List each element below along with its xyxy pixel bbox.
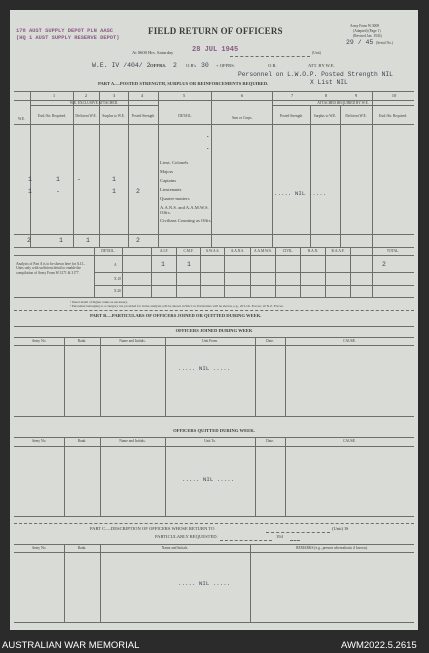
total-col4: 2 bbox=[136, 237, 140, 244]
row1-col1b: 1 bbox=[56, 176, 60, 183]
analysis-aif-a: 1 bbox=[161, 261, 165, 268]
col-number-8: 8 bbox=[324, 93, 328, 98]
unit-label: (Unit) bbox=[312, 51, 321, 55]
col-head-2: Deficient W.E. bbox=[75, 114, 97, 118]
quitted-head-cause: CAUSE. bbox=[343, 439, 356, 443]
joined-nil: ..... NIL ..... bbox=[178, 365, 231, 372]
col-head-7: Posted Strength bbox=[279, 114, 303, 118]
analysis-row-x20: X.20 bbox=[114, 289, 122, 293]
att-by-we-label: ATT. BY W.E. bbox=[308, 63, 335, 68]
unit-stamp-line1: 178 AUST SUPPLY DEPOT PLN AASC bbox=[16, 28, 114, 34]
row1-col1: 1 bbox=[28, 176, 32, 183]
bullet-mark: • bbox=[207, 134, 209, 139]
joined-head-name: Name and Initials. bbox=[119, 339, 146, 343]
quitted-head-date: Date. bbox=[266, 439, 274, 443]
col-number-9: 9 bbox=[354, 93, 358, 98]
part-c-title: PART C.—DESCRIPTION OF OFFICERS WHOSE RETURN TO bbox=[90, 526, 215, 531]
part-c-year: 194 bbox=[276, 534, 283, 539]
form-title: FIELD RETURN OF OFFICERS bbox=[148, 26, 283, 36]
joined-head-cause: CAUSE. bbox=[343, 339, 356, 343]
ors-label: O.R's bbox=[186, 63, 197, 68]
analysis-head-ran: R.A.N. bbox=[307, 249, 319, 253]
col-head-10: Estd./Str. Required. bbox=[378, 114, 408, 118]
unit-stamp-line2: (HQ 1 AUST SUPPLY RESERVE DEPOT) bbox=[16, 35, 120, 41]
rank-quartermasters: Quarter-masters bbox=[160, 196, 190, 201]
footer-accession-number: AWM2022.5.2615 bbox=[341, 640, 417, 651]
col-number-5: 5 bbox=[182, 93, 186, 98]
analysis-head-cmf: C.M.F. bbox=[183, 249, 194, 253]
footnote-2: • Personnel belonging to a category not provided for in the analysis will be shown in 9th Col. Particulars will be shown, e.g., 20 U.K. Forces; 10 N.Z. Forces. bbox=[70, 304, 284, 308]
analysis-head-aif: A.I.F. bbox=[159, 249, 169, 253]
form-ref-line3: (Revised Jan. 1943) bbox=[353, 34, 382, 38]
rank-aans-aamws: A.A.N.S. and A.A.M.W.S. Offrs. bbox=[160, 205, 209, 216]
col-head-1: Estd./Str. Required. bbox=[37, 114, 67, 118]
col-number-7: 7 bbox=[290, 93, 294, 98]
row2-col4: 2 bbox=[136, 188, 140, 195]
analysis-head-awas: A.W.A.S. bbox=[205, 249, 220, 253]
plus-offrs-label: + OFFRS. bbox=[216, 63, 235, 68]
serial-number: 29 / 45 bbox=[346, 39, 374, 46]
part-c-unit-label: (Unit) IS bbox=[332, 526, 349, 531]
col-number-1: 1 bbox=[52, 93, 56, 98]
or-label: O.R. bbox=[268, 63, 277, 68]
offrs-label: OFFRS. bbox=[150, 63, 167, 68]
row1-col3: 1 bbox=[112, 176, 116, 183]
rank-majors: Majors bbox=[160, 169, 174, 174]
analysis-head-total: TOTAL. bbox=[386, 249, 400, 253]
analysis-head-civil: CIVIL. bbox=[282, 249, 294, 253]
col-head-8: Surplus to W.E. bbox=[313, 114, 337, 118]
col-head-3: Surplus to W.E. bbox=[102, 114, 125, 118]
analysis-row-x10: X.10 bbox=[114, 277, 122, 281]
col-number-3: 3 bbox=[112, 93, 116, 98]
rank-civilians: Civilians Counting as Offrs. bbox=[160, 218, 212, 223]
joined-head-unit-from: Unit From. bbox=[202, 339, 218, 343]
rank-captains: Captains bbox=[160, 178, 177, 183]
attached-nil: ..... NIL ..... bbox=[274, 190, 327, 197]
rank-lieutenants: Lieutenants bbox=[160, 187, 182, 192]
form-ref-line1: Army Form W.3008 bbox=[350, 24, 380, 28]
col-number-10: 10 bbox=[391, 93, 397, 98]
analysis-note: Analysis of Part A is to be shown here for A.I.L. Units only with sufficient detail to enable the compilation of Army Form W.3171 & 3177. bbox=[16, 262, 86, 275]
part-c-head-army-no: Army No. bbox=[31, 546, 47, 550]
at-time-label: At 0600 Hrs. Saturday bbox=[132, 50, 174, 55]
quitted-title: OFFICERS QUITTED DURING WEEK. bbox=[173, 428, 255, 433]
part-a-title: PART A.—POSTED STRENGTH, SURPLUS OR REINFORCEMENTS REQUIRED. bbox=[98, 81, 269, 86]
we-number: W.E. IV /404/ 2 bbox=[92, 62, 151, 69]
joined-head-rank: Rank. bbox=[77, 339, 87, 343]
row2-col1: 1 bbox=[28, 188, 32, 195]
analysis-head-aans: A.A.N.S. bbox=[230, 249, 245, 253]
analysis-head-raaf: R.A.A.F. bbox=[331, 249, 345, 253]
date-stamp: 28 JUL 1945 bbox=[192, 46, 239, 54]
part-c-head-rank: Rank. bbox=[77, 546, 87, 550]
total-col1: 2 bbox=[27, 237, 31, 244]
part-c-head-name: Name and Initials. bbox=[161, 546, 189, 550]
analysis-row-a: A bbox=[114, 263, 117, 267]
col-number-4: 4 bbox=[140, 93, 144, 98]
total-col2: 1 bbox=[59, 237, 63, 244]
col-head-9: Deficient W.E. bbox=[345, 114, 367, 118]
attached-required-header: ATTACHED REQUIRED BY W.E. bbox=[317, 101, 369, 105]
col-head-4: Posted Strength bbox=[131, 114, 155, 118]
analysis-cmf-a: 1 bbox=[187, 261, 191, 268]
quitted-nil: ..... NIL ..... bbox=[182, 476, 235, 483]
document-page bbox=[10, 10, 418, 630]
footer-institution: AUSTRALIAN WAR MEMORIAL bbox=[2, 640, 140, 651]
analysis-total-a: 2 bbox=[382, 261, 386, 268]
joined-head-date: Date. bbox=[266, 339, 274, 343]
ors-value: 30 bbox=[201, 62, 209, 69]
form-ref-line2: (Adapted) (Page 1) bbox=[353, 29, 381, 33]
x-list: X List NIL bbox=[310, 79, 348, 86]
part-c-nil: ..... NIL ..... bbox=[178, 580, 231, 587]
row2-col3: 1 bbox=[112, 188, 116, 195]
personnel-lwop: Personnel on L.W.O.P. Posted Strength NIL bbox=[238, 71, 393, 78]
offrs-value: 2 bbox=[173, 62, 177, 69]
serial-label: (Serial No.) bbox=[376, 41, 393, 45]
col-number-6: 6 bbox=[240, 93, 244, 98]
row2-col1b: - bbox=[56, 188, 60, 195]
quitted-head-unit-to: Unit To. bbox=[204, 439, 216, 443]
quitted-head-name: Name and Initials. bbox=[119, 439, 146, 443]
joined-title: OFFICERS JOINED DURING WEEK bbox=[175, 328, 253, 333]
part-c-head-remarks: REMARKS (e.g., present whereabouts if known). bbox=[296, 546, 368, 550]
row1-col2: - bbox=[77, 176, 81, 183]
bullet-mark: • bbox=[207, 146, 209, 151]
analysis-head-aamws: A.A.M.W.S. bbox=[254, 249, 272, 253]
part-c-requested: PARTICULARLY REQUESTED. bbox=[155, 534, 218, 539]
col-head-6: Arm or Corps. bbox=[231, 116, 253, 120]
part-b-title: PART B.—PARTICULARS OF OFFICERS JOINED OR QUITTED DURING WEEK. bbox=[90, 313, 262, 318]
joined-head-army-no: Army No. bbox=[31, 339, 47, 343]
total-col3: 1 bbox=[86, 237, 90, 244]
col-head-5: DETAIL. bbox=[178, 114, 192, 118]
quitted-head-rank: Rank. bbox=[77, 439, 87, 443]
we-exclusive-header: W.E. EXCLUSIVE ATTACHED. bbox=[69, 101, 119, 105]
we-label: W.E. bbox=[18, 117, 26, 121]
footnote-1: • Insert detail of higher ranks as necessary. bbox=[70, 300, 128, 304]
rank-lieut-colonels: Lieut. Colonels bbox=[160, 160, 189, 165]
quitted-head-army-no: Army No. bbox=[31, 439, 47, 443]
col-number-2: 2 bbox=[84, 93, 88, 98]
analysis-head-detail: DETAIL. bbox=[101, 249, 115, 253]
